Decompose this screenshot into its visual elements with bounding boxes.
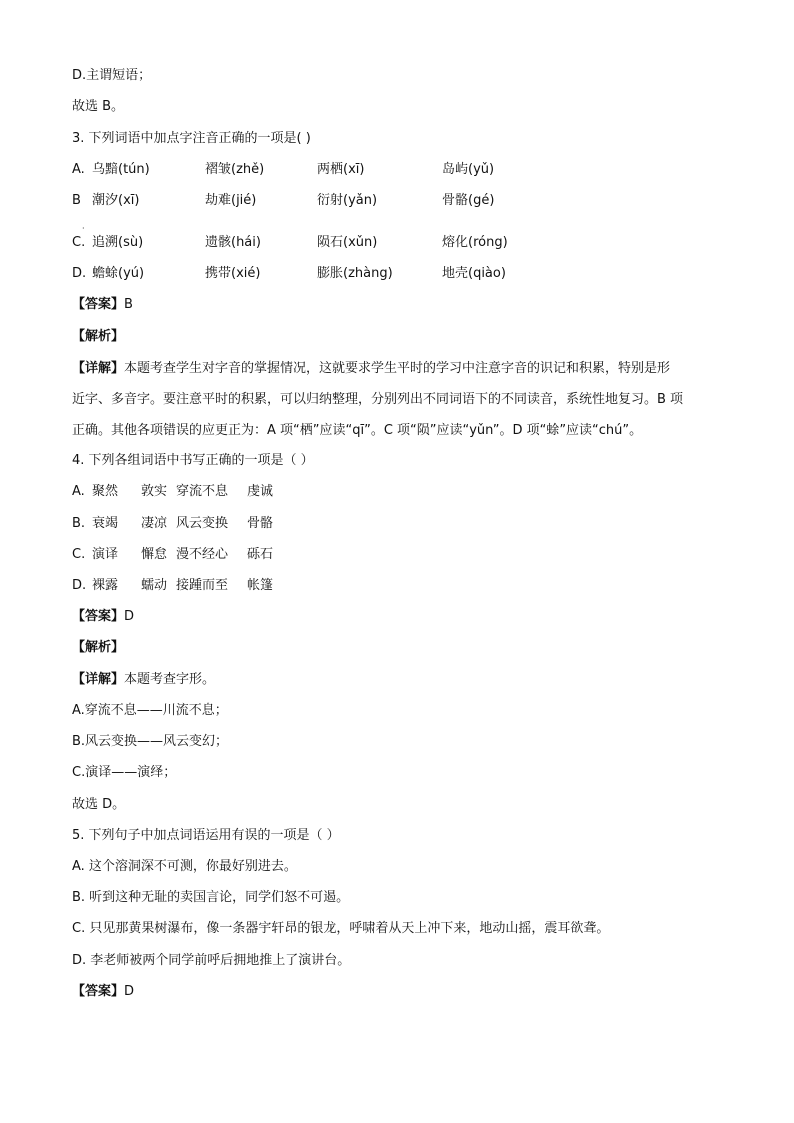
option-item: 劫难(jié) xyxy=(205,193,257,208)
q3-detail-line-3: 正确。其他各项错误的应更正为：A 项“栖”应读“qī”。C 项“陨”应读“yǔn”。D 项“蜍”应读“chú”。 xyxy=(72,423,643,438)
analysis-label: 【解析】 xyxy=(72,329,125,344)
option-item: 衍射(yǎn) xyxy=(317,193,378,208)
detail-text: 本题考查字形。 xyxy=(124,672,216,687)
option-item: 遗骸(hái) xyxy=(205,235,261,250)
q4-correction-a: A.穿流不息——川流不息； xyxy=(72,703,228,718)
q3-detail-line-1 xyxy=(72,359,670,379)
q4-correction-b: B.风云变换——风云变幻； xyxy=(72,734,229,749)
option-item: 敦实 xyxy=(141,484,168,499)
answer-value: B xyxy=(124,297,133,312)
q4-answer xyxy=(72,607,134,627)
answer-label: 【答案】 xyxy=(72,984,125,999)
option-item: 衰竭 xyxy=(92,516,119,531)
option-item: 熔化(róng) xyxy=(442,235,508,250)
q5-option-b: B. 听到这种无耻的卖国言论，同学们怒不可遏。 xyxy=(72,890,350,905)
option-letter: D. xyxy=(72,266,87,281)
q3-answer xyxy=(72,295,133,315)
option-item: 岛屿(yǔ) xyxy=(442,162,495,177)
answer-value: D xyxy=(124,984,135,999)
option-item: 穿流不息 xyxy=(176,484,229,499)
q4-conclusion: 故选 D。 xyxy=(72,797,126,812)
q2-option-d-text: D.主谓短语； xyxy=(72,68,152,83)
detail-label: 【详解】 xyxy=(72,672,125,687)
answer-label: 【答案】 xyxy=(72,609,125,624)
option-item: 风云变换 xyxy=(176,516,229,531)
q4-analysis-label xyxy=(72,638,124,658)
detail-text: 本题考查学生对字音的掌握情况，这就要求学生平时的学习中注意字音的识记和积累，特别是形 xyxy=(124,361,671,376)
option-item: 陨石(xǔn) xyxy=(317,235,378,250)
q5-option-d: D. 李老师被两个同学前呼后拥地推上了演讲台。 xyxy=(72,953,351,968)
option-item: 蠕动 xyxy=(141,578,168,593)
q4-stem: 4. 下列各组词语中书写正确的一项是（ ） xyxy=(72,453,314,468)
option-item: 演译 xyxy=(92,547,119,562)
option-item: 凄凉 xyxy=(141,516,168,531)
q5-stem: 5. 下列句子中加点词语运用有误的一项是（ ） xyxy=(72,828,340,843)
option-letter: D. xyxy=(72,578,87,593)
q5-option-c: C. 只见那黄果树瀑布，像一条器宇轩昂的银龙，呼啸着从天上冲下来，地动山摇，震耳欲聋。 xyxy=(72,921,610,936)
q5-answer xyxy=(72,982,134,1002)
option-item: 懈怠 xyxy=(141,547,168,562)
q3-analysis-label xyxy=(72,327,124,347)
option-item: 帐篷 xyxy=(247,578,274,593)
option-letter: C. xyxy=(72,235,86,250)
option-letter: C. xyxy=(72,547,86,562)
option-item: 骨骼(gé) xyxy=(442,193,495,208)
option-item: 褶皱(zhě) xyxy=(205,162,265,177)
stray-dot: · xyxy=(82,224,85,233)
option-letter: B. xyxy=(72,516,86,531)
answer-value: D xyxy=(124,609,135,624)
option-item: 追溯(sù) xyxy=(92,235,144,250)
option-item: 携带(xié) xyxy=(205,266,261,281)
q3-stem: 3. 下列词语中加点字注音正确的一项是( ) xyxy=(72,131,311,146)
option-item: 乌黯(tún) xyxy=(92,162,150,177)
option-item: 膨胀(zhàng) xyxy=(317,266,393,281)
q4-detail xyxy=(72,670,215,690)
option-letter: B xyxy=(72,193,81,208)
option-item: 裸露 xyxy=(92,578,119,593)
option-letter: A. xyxy=(72,162,85,177)
option-item: 砾石 xyxy=(247,547,274,562)
option-item: 地壳(qiào) xyxy=(442,266,506,281)
option-item: 接踵而至 xyxy=(176,578,229,593)
option-item: 聚然 xyxy=(92,484,119,499)
detail-label: 【详解】 xyxy=(72,361,125,376)
q5-option-a: A. 这个溶洞深不可测，你最好别进去。 xyxy=(72,859,297,874)
option-item: 骨骼 xyxy=(247,516,274,531)
option-item: 蟾蜍(yú) xyxy=(92,266,145,281)
option-letter: A. xyxy=(72,484,85,499)
q3-detail-line-2: 近字、多音字。要注意平时的积累，可以归纳整理，分别列出不同词语下的不同读音，系统性地复习。B 项 xyxy=(72,392,684,407)
analysis-label: 【解析】 xyxy=(72,640,125,655)
option-item: 漫不经心 xyxy=(176,547,229,562)
q2-conclusion: 故选 B。 xyxy=(72,99,125,114)
answer-label: 【答案】 xyxy=(72,297,125,312)
option-item: 两栖(xī) xyxy=(317,162,365,177)
option-item: 潮汐(xī) xyxy=(92,193,140,208)
q4-correction-c: C.演译——演绎； xyxy=(72,765,177,780)
option-item: 虔诚 xyxy=(247,484,274,499)
